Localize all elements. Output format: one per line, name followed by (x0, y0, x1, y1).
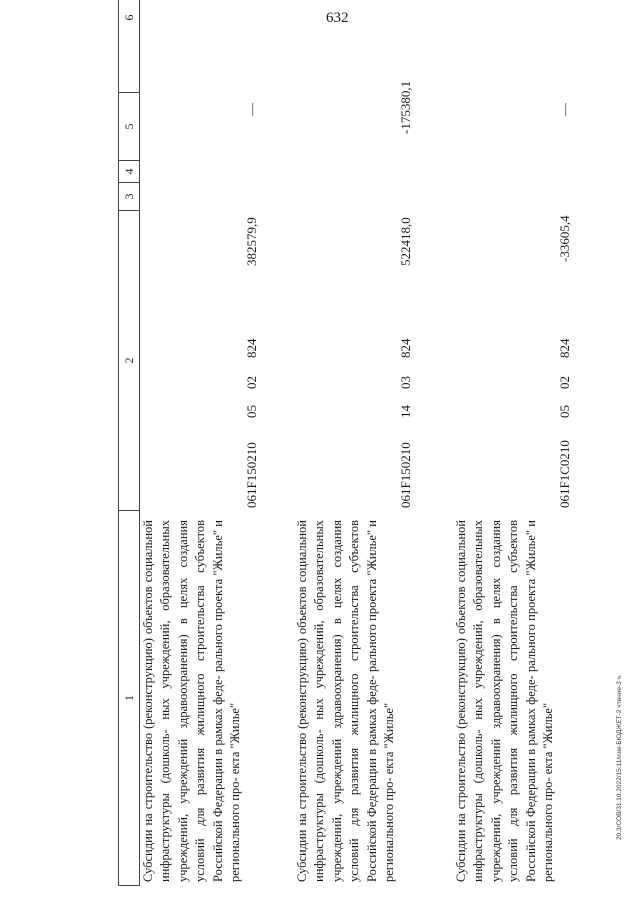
row-description: Субсидии на строительство (реконструкцию) объектов социальной инфраструктуры (дошколь- ных учреждений, образовательных учреждений, учреждений здравоохранения) в целях создания условий для развития жилищного строительства субъектов Российской Федерации в рамках феде- рального проекта "Жилье" и регионального про- екта "Жилье" (295, 520, 397, 882)
row-subsection: 03 (398, 376, 413, 389)
row-type: 824 (244, 338, 259, 358)
row-description: Субсидии на строительство (реконструкцию) объектов социальной инфраструктуры (дошколь- ных учреждений, образовательных учреждений, учреждений здравоохранения) в целях создания условий для развития жилищного строительства субъектов Российской Федерации в рамках феде- рального проекта "Жилье" и регионального про- екта "Жилье" (454, 520, 556, 882)
header-col-4: 4 (119, 160, 139, 182)
header-col-2: 2 (119, 210, 139, 510)
page-number: 632 (326, 10, 349, 26)
header-col-1: 1 (119, 510, 139, 885)
row-subsection: 02 (244, 376, 259, 389)
row-col7: — (244, 103, 259, 116)
header-col-6: 6 (119, 0, 139, 92)
row-description: Субсидии на строительство (реконструкцию) объектов социальной инфраструктуры (дошколь- ных учреждений, образовательных учреждений, учреждений здравоохранения) в целях создания условий для развития жилищного строительства субъектов Российской Федерации в рамках феде- рального проекта "Жилье" и регионального про- екта "Жилье" (141, 520, 243, 882)
row-col6: 382579,9 (244, 217, 259, 266)
row-col7: -175380,1 (398, 80, 413, 134)
header-col-3: 3 (119, 182, 139, 210)
row-code: 061F150210 (244, 442, 259, 508)
row-type: 824 (557, 338, 572, 358)
row-col6: -33605,4 (557, 215, 572, 262)
row-col6: 522418,0 (398, 217, 413, 266)
row-subsection: 02 (557, 376, 572, 389)
row-section: 05 (557, 405, 572, 418)
row-code: 061F150210 (398, 442, 413, 508)
row-type: 824 (398, 338, 413, 358)
row-section: 14 (398, 405, 413, 418)
side-stamp-text: 20.3/СОВ/31.10.2022/15:11/изм-БЮДЖЕТ-2 чтение-3 ч. (616, 674, 623, 840)
row-code: 061F1C0210 (557, 440, 572, 508)
table-header (118, 0, 140, 886)
row-col7: — (557, 103, 572, 116)
row-section: 05 (244, 405, 259, 418)
header-col-5: 5 (119, 92, 139, 160)
